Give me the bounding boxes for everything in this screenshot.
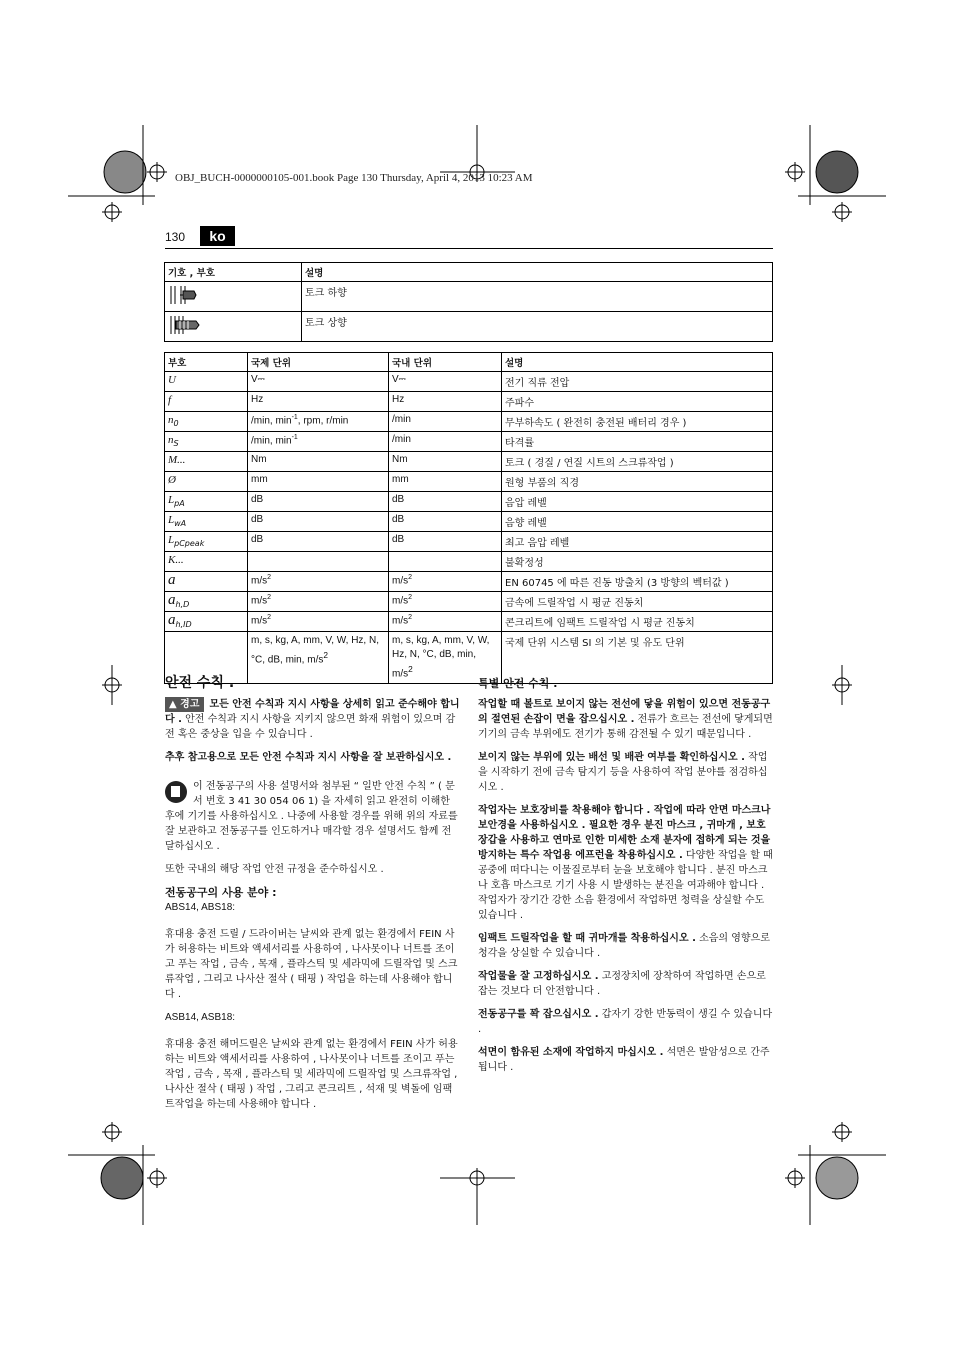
table-row (165, 432, 773, 452)
table-cell (165, 282, 302, 312)
table-cell (165, 452, 248, 472)
symbol: a (168, 572, 176, 588)
table-cell: /min, $\min^{-1}$ (248, 432, 389, 452)
symbol: f (168, 394, 172, 406)
si-units-dom: m, s, kg, A, mm, V, W, Hz, N, °C, dB, min, m/s (392, 635, 490, 680)
manual-paragraph: 이 전동공구의 사용 설명서와 첨부된 “ 일반 안전 수칙 ” ( 문서 번호 3 41 30 054 06 1) 을 자세히 읽고 완전히 이해한 후에 기기를 사용하십시오 . 나중에 사용할 경우를 위해 위의 자료를 잘 보관하고 전동공구를 인도하거나 매각할 경우 설명서도 함께 전달하십시오 . (165, 781, 458, 852)
symbol: Ø (168, 474, 176, 486)
table-cell: $L_{pCpeak}$ (165, 532, 248, 552)
table-cell: $L_{pA}$ (165, 492, 248, 512)
table-cell: 토크 ( 경질 / 연질 시트의 스크류작업 ) (502, 452, 773, 472)
si-units-intl: m, s, kg, A, mm, V, W, Hz, N, °C, dB, min, m/s (251, 635, 379, 666)
table-cell: 원형 부품의 직경 (502, 472, 773, 492)
table-cell: dB (389, 532, 502, 552)
table-cell: 무부하속도 ( 완전히 충전된 배터리 경우 ) (502, 412, 773, 432)
table-cell: 타격률 (502, 432, 773, 452)
table-cell (389, 552, 502, 572)
section-title: 안전 수칙 . (165, 675, 235, 691)
table-cell: /min, $\min^{-1}$, rpm, r/min (248, 412, 389, 432)
table-cell (165, 312, 302, 342)
safety-paragraph: 석면이 함유된 소재에 작업하지 마십시오 . 석면은 발암성으로 간주됩니다 . (478, 1047, 770, 1073)
local-rules: 또한 국내의 해당 작업 안전 규정을 준수하십시오 . (165, 864, 384, 875)
left-column (165, 676, 460, 1120)
usage-title: 전동공구의 사용 분야 : (165, 886, 277, 899)
table-cell: $a_{h,D}$ (165, 592, 248, 612)
torque-low-icon (168, 284, 198, 306)
table-header: 국제 단위 (248, 353, 389, 372)
table-cell: m, s, kg, A, mm, V, W, Hz, N, °C, dB, min, $m/s^2$ (248, 632, 389, 684)
table-row (165, 472, 773, 492)
symbol-table (164, 262, 773, 342)
right-column (478, 676, 773, 1083)
table-cell: $m/s^2$ (389, 592, 502, 612)
table-cell: $m/s^2$ (248, 572, 389, 592)
asb-model-title: ASB14, ASB18: (165, 1012, 236, 1023)
table-cell: 전기 직류 전압 (502, 372, 773, 392)
symbol: a (168, 612, 176, 628)
table-row (165, 532, 773, 552)
file-header: OBJ_BUCH-0000000105-001.book Page 130 Thursday, April 4, 2013 10:23 AM (175, 172, 533, 184)
language-badge: ko (200, 226, 235, 246)
table-cell: V⎓ (248, 372, 389, 392)
table-cell: dB (389, 492, 502, 512)
asb-usage-text: 휴대용 충전 해머드릴은 날씨와 관계 없는 환경에서 FEIN 사가 허용하는 비트와 액세서리를 사용하여 , 나사못이나 너트를 조이고 푸는 작업 , 금속 , 목재 , 플라스틱 및 세라믹에 드릴작업 및 스크류작업 , 나사산 절삭 ( 태핑 ) 작업 , 그리고 콘크리트 , 석재 및 벽돌에 임팩트작업을 하는데 사용해야 합니다 . (165, 1039, 458, 1110)
table-row (165, 372, 773, 392)
table-cell: 토크 상향 (302, 312, 773, 342)
section-title: 특별 안전 수칙 . (478, 677, 558, 690)
safety-paragraph: 작업자는 보호장비를 착용해야 합니다 . 작업에 따라 안면 마스크나 보안경을 사용하십시오 . 필요한 경우 분진 마스크 , 귀마개 , 보호장갑을 사용하고 연마로 인한 미세한 소재 분자에 접하게 되는 것을 방지하는 특수 작업용 에프런을 착용하십시오 . 다양한 작업을 할 때 공중에 떠다니는 이물질로부터 눈을 보호해야 합니다 . 분진 마스크나 호흡 마스크로 기기 사용 시 발생하는 분진을 여과해야 합니다 . 작업자가 장기간 강한 소음 환경에서 작업하면 청력을 상실할 수도 있습니다 . (478, 805, 773, 921)
table-cell: 음압 레벨 (502, 492, 773, 512)
table-header: 부호 (165, 353, 248, 372)
table-cell: Nm (389, 452, 502, 472)
safety-paragraph: 작업물을 잘 고정하십시오 . 고정장치에 장착하여 작업하면 손으로 잡는 것보다 더 안전합니다 . (478, 971, 766, 997)
symbol: a (168, 592, 176, 608)
table-cell: Nm (248, 452, 389, 472)
symbol: U (168, 374, 176, 386)
table-row (165, 572, 773, 592)
table-cell (248, 552, 389, 572)
table-cell: 최고 음압 레벨 (502, 532, 773, 552)
header-rule (165, 248, 773, 249)
page-number: 130 (165, 230, 186, 244)
symbol: K... (168, 554, 184, 566)
safety-paragraph: 전동공구를 꽉 잡으십시오 . 갑자기 강한 반동력이 생길 수 있습니다 . (478, 1009, 773, 1035)
table-row (165, 612, 773, 632)
table-cell: $n_0$ (165, 412, 248, 432)
table-cell: 금속에 드릴작업 시 평균 진동치 (502, 592, 773, 612)
table-cell: 토크 하향 (302, 282, 773, 312)
table-row (165, 512, 773, 532)
table-cell: mm (389, 472, 502, 492)
abs-model-title: ABS14, ABS18: (165, 902, 236, 913)
table-cell: $n_S$ (165, 432, 248, 452)
table-cell: dB (389, 512, 502, 532)
symbol: L (168, 494, 175, 506)
symbol: n (168, 414, 174, 426)
table-row (165, 412, 773, 432)
table-row (165, 392, 773, 412)
table-row (165, 492, 773, 512)
warning-paragraph: ▲ 경고 모든 안전 수칙과 지시 사항을 상세히 읽고 준수해야 합니다 . 안전 수칙과 지시 사항을 지키지 않으면 화재 위험이 있으며 감전 혹은 중상을 입을 수 있습니다 . (165, 699, 460, 740)
table-cell: dB (248, 532, 389, 552)
table-cell: 불확정성 (502, 552, 773, 572)
table-row (165, 452, 773, 472)
table-cell: m, s, kg, A, mm, V, W, Hz, N, °C, dB, min, $m/s^2$ (389, 632, 502, 684)
table-cell: EN 60745 에 따른 진동 방출치 (3 방향의 벡터값 ) (502, 572, 773, 592)
table-cell: dB (248, 512, 389, 532)
units-table (164, 352, 773, 684)
table-cell (165, 552, 248, 572)
table-cell: /min (389, 412, 502, 432)
table-cell: $m/s^2$ (248, 612, 389, 632)
table-header: 기호 , 부호 (165, 263, 302, 282)
abs-usage-text: 휴대용 충전 드릴 / 드라이버는 날씨와 관계 없는 환경에서 FEIN 사가 허용하는 비트와 액세서리를 사용하여 , 나사못이나 너트를 조이고 푸는 작업 , 금속 , 목재 , 플라스틱 및 세라믹에 드릴작업 및 스크류작업 , 그리고 나사산 절삭 ( 태핑 ) 작업을 하는데 사용해야 합니다 . (165, 929, 458, 1000)
safety-paragraph: 보이지 않는 부위에 있는 배선 및 배관 여부를 확인하십시오 . 작업을 시작하기 전에 금속 탐지기 등을 사용하여 작업 분야를 점검하십시오 . (478, 752, 768, 793)
table-cell: $a_{h,ID}$ (165, 612, 248, 632)
table-cell: 주파수 (502, 392, 773, 412)
dc-symbol: ⎓ (257, 374, 265, 384)
table-cell: Hz (248, 392, 389, 412)
table-cell: mm (248, 472, 389, 492)
warning-badge: ▲ 경고 (165, 697, 204, 712)
table-cell (165, 472, 248, 492)
dc-symbol: ⎓ (398, 374, 406, 384)
symbol: M... (168, 454, 186, 466)
torque-high-icon (168, 314, 202, 336)
table-cell (165, 392, 248, 412)
table-cell: dB (248, 492, 389, 512)
safety-paragraph: 임팩트 드릴작업을 할 때 귀마개를 착용하십시오 . 소음의 영향으로 청각을 상실할 수 있습니다 . (478, 933, 770, 959)
table-cell: $m/s^2$ (248, 592, 389, 612)
read-manual-icon (165, 781, 187, 803)
table-cell: 음향 레벨 (502, 512, 773, 532)
table-cell: $L_{wA}$ (165, 512, 248, 532)
table-cell: V⎓ (389, 372, 502, 392)
table-cell: $m/s^2$ (389, 612, 502, 632)
symbol: L (168, 514, 175, 526)
table-cell: 국제 단위 시스템 SI 의 기본 및 유도 단위 (502, 632, 773, 684)
table-cell: Hz (389, 392, 502, 412)
table-cell: 콘크리트에 임팩트 드릴작업 시 평균 진동치 (502, 612, 773, 632)
symbol: n (168, 434, 174, 446)
table-cell: /min (389, 432, 502, 452)
table-cell (165, 372, 248, 392)
table-header: 국내 단위 (389, 353, 502, 372)
safety-paragraph: 작업할 때 볼트로 보이지 않는 전선에 닿을 위험이 있으면 전동공구의 절연된 손잡이 면을 잡으십시오 . 전류가 흐르는 전선에 닿게되면 기기의 금속 부위에도 전기가 통해 감전될 수 있기 때문입니다 . (478, 699, 773, 740)
table-row (165, 592, 773, 612)
table-row (165, 552, 773, 572)
table-header: 설명 (502, 353, 773, 372)
keep-instructions: 추후 참고용으로 모든 안전 수칙과 지시 사항을 잘 보관하십시오 . (165, 752, 452, 763)
table-cell (165, 572, 248, 592)
table-cell: $m/s^2$ (389, 572, 502, 592)
table-header: 설명 (302, 263, 773, 282)
symbol: L (168, 534, 175, 546)
